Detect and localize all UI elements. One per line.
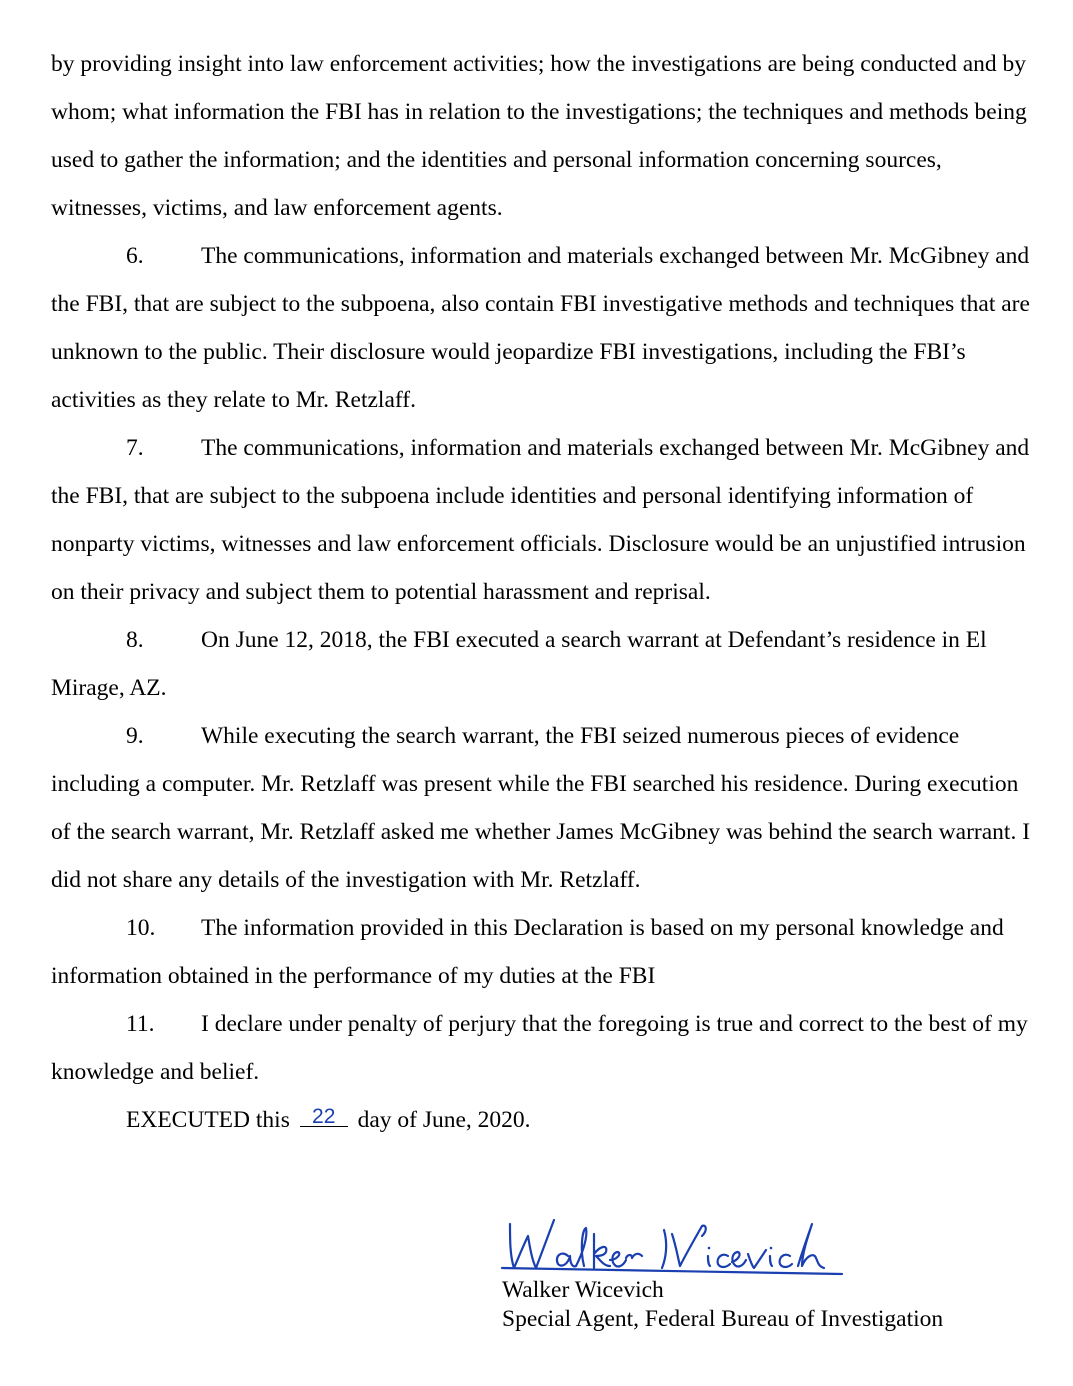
paragraph-number: 9. — [126, 723, 144, 749]
handwritten-signature — [496, 1210, 856, 1276]
paragraph-text: by providing insight into law enforcement activities; how the investigations are being conducted and by whom; what information the FBI has in relation to the investigations; the techniques and methods being used to gather the information; and the identities and personal information concerning sources, witnesses, victims, and law enforcement agents. — [51, 51, 1027, 221]
executed-suffix: day of June, 2020. — [357, 1107, 531, 1133]
paragraph-text: The communications, information and materials exchanged between Mr. McGibney and the FBI, that are subject to the subpoena include identities and personal identifying information of nonparty victims, witnesses and law enforcement officials. Disclosure would be an unjustified intrusion on their privacy and subject them to potential harassment and reprisal. — [51, 435, 1030, 605]
paragraph-8 — [51, 616, 1036, 712]
signature-ink — [496, 1210, 856, 1276]
paragraph-number: 11. — [126, 1011, 155, 1037]
paragraph-number: 6. — [126, 243, 144, 269]
paragraph-number: 8. — [126, 627, 144, 653]
paragraph-9 — [51, 712, 1036, 904]
executed-day: 22 — [312, 1105, 336, 1128]
executed-day-blank — [300, 1104, 348, 1127]
paragraph-number: 10. — [126, 915, 156, 941]
paragraph-6 — [51, 232, 1036, 424]
signer-title: Special Agent, Federal Bureau of Investigation — [502, 1306, 944, 1332]
paragraph-10 — [51, 904, 1036, 1000]
paragraph-continued — [51, 40, 1036, 232]
paragraph-text: I declare under penalty of perjury that the foregoing is true and correct to the best of my knowledge and belief. — [51, 1011, 1028, 1085]
executed-line — [51, 1096, 1036, 1144]
paragraph-number: 7. — [126, 435, 144, 461]
paragraph-text: While executing the search warrant, the FBI seized numerous pieces of evidence including a computer. Mr. Retzlaff was present while the FBI searched his residence. During execution of the search warrant, Mr. Retzlaff asked me whether James McGibney was behind the search warrant. I did not share any details of the investigation with Mr. Retzlaff. — [51, 723, 1031, 893]
executed-prefix: EXECUTED this — [126, 1107, 290, 1133]
paragraph-text: On June 12, 2018, the FBI executed a search warrant at Defendant’s residence in El Mirage, AZ. — [51, 627, 987, 701]
paragraph-11 — [51, 1000, 1036, 1096]
paragraph-text: The information provided in this Declaration is based on my personal knowledge and information obtained in the performance of my duties at the FBI — [51, 915, 1004, 989]
paragraph-7 — [51, 424, 1036, 616]
signer-name: Walker Wicevich — [502, 1277, 664, 1303]
signature-block — [496, 1210, 996, 1334]
declaration-body — [51, 40, 1036, 1144]
paragraph-text: The communications, information and materials exchanged between Mr. McGibney and the FBI, that are subject to the subpoena, also contain FBI investigative methods and techniques that are unknown to the public. Their disclosure would jeopardize FBI investigations, including the FBI’s activities as they relate to Mr. Retzlaff. — [51, 243, 1030, 413]
